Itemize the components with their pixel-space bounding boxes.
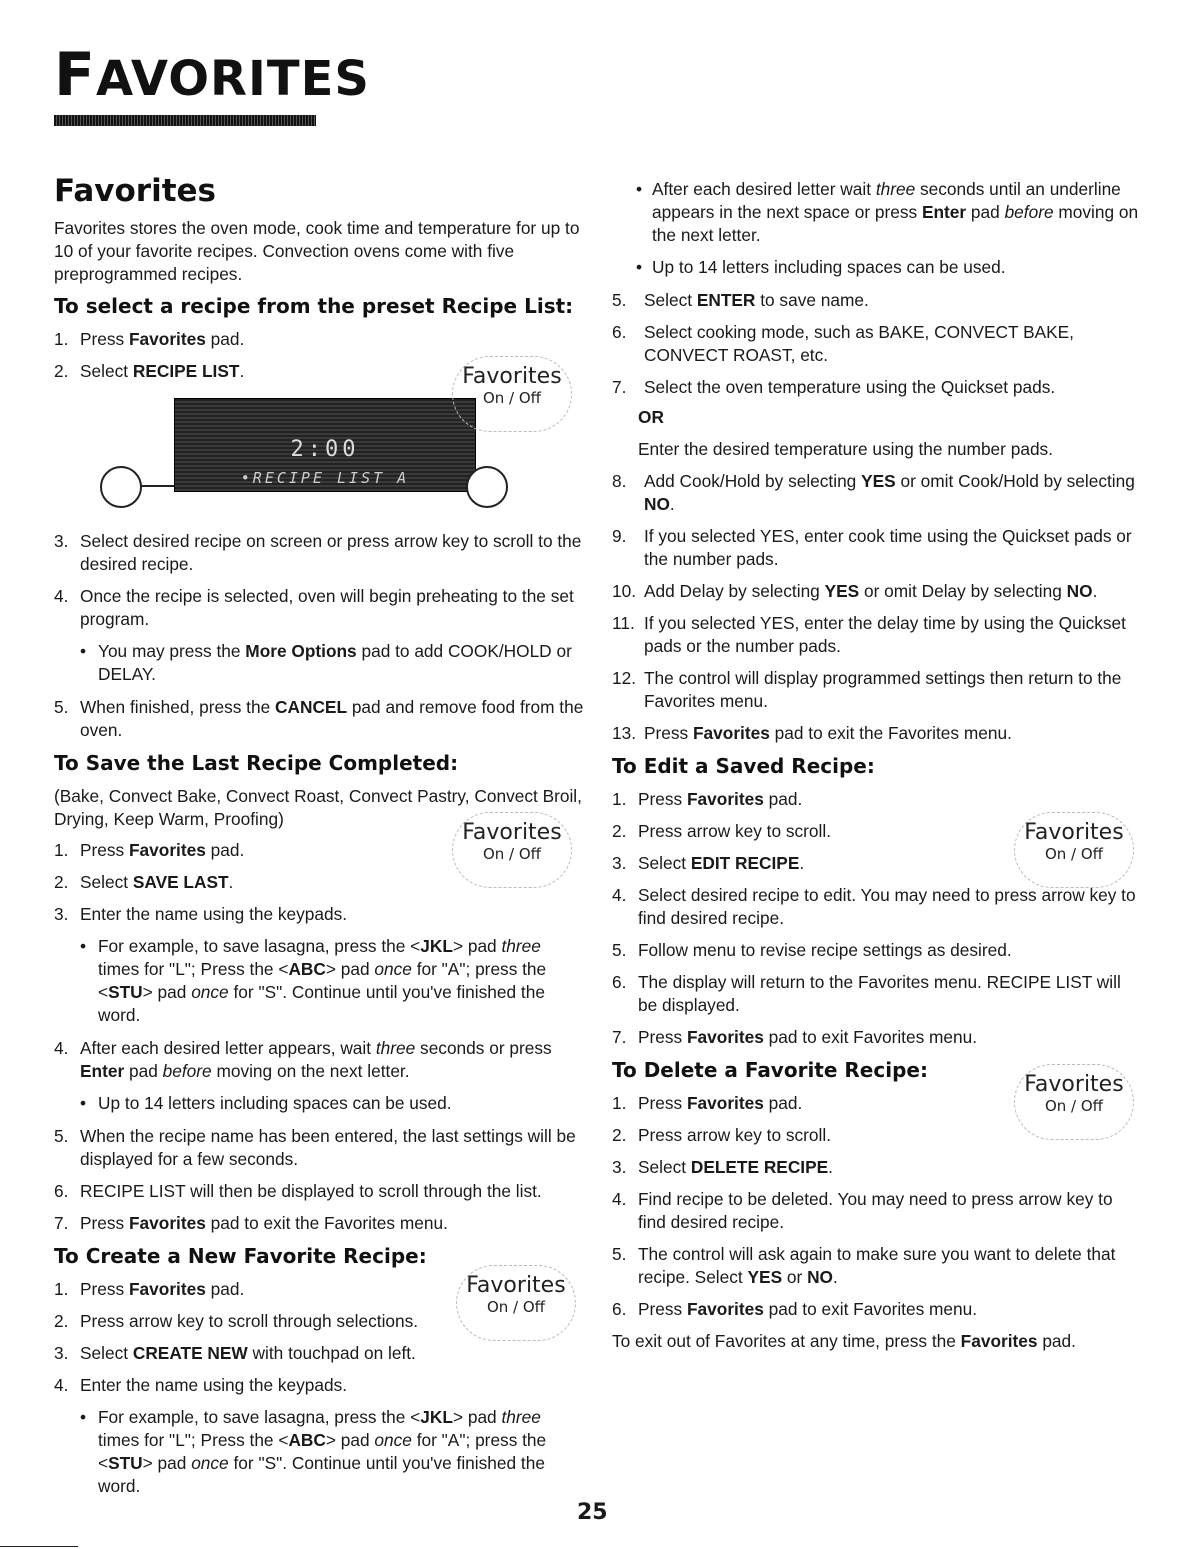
list-item: 3. Select desired recipe on screen or press arrow key to scroll to the desired recipe. <box>54 531 582 574</box>
create-steps-cont-2 <box>612 470 1142 745</box>
save-bullets <box>54 935 584 1027</box>
list-item: 4. Enter the name using the keypads. <box>54 1375 348 1395</box>
list-item: 4. After each desired letter appears, wait three seconds or press Enter pad before moving on the next letter. <box>54 1038 552 1081</box>
list-item: 10. Add Delay by selecting YES or omit Delay by selecting NO. <box>612 581 1098 601</box>
list-item: 2. Press arrow key to scroll. <box>612 821 832 841</box>
select-steps-end <box>54 696 584 742</box>
bullet-item: • For example, to save lasagna, press the <JKL> pad three times for "L"; Press the <ABC> pad once for "A"; press the <STU> pad once for "S". Continue until you've finished the word. <box>54 935 584 1027</box>
select-steps-cont <box>54 530 584 631</box>
edit-recipe-heading: To Edit a Saved Recipe: <box>612 754 875 778</box>
list-item: 2. Select SAVE LAST. <box>54 872 234 892</box>
select-bullets <box>54 640 584 686</box>
select-recipe-heading: To select a recipe from the preset Recipe List: <box>54 294 574 318</box>
page-number: 25 <box>577 1500 608 1525</box>
list-item: 13. Press Favorites pad to exit the Favorites menu. <box>612 723 1012 743</box>
list-item: 4. Once the recipe is selected, oven will begin preheating to the set program. <box>54 586 574 629</box>
list-item: 1. Press Favorites pad. <box>612 789 803 809</box>
list-item: 5. Follow menu to revise recipe settings as desired. <box>612 940 1012 960</box>
intro-paragraph: Favorites stores the oven mode, cook time and temperature for up to 10 of your favorite recipes. Convection ovens come with five preprogrammed recipes. <box>54 218 580 284</box>
list-item: 5. The control will ask again to make sure you want to delete that recipe. Select YES or NO. <box>612 1244 1116 1287</box>
favorites-pad-icon: Favorites On / Off <box>452 356 572 432</box>
or-text: Enter the desired temperature using the number pads. <box>638 439 1053 459</box>
list-item: 1. Press Favorites pad. <box>54 1279 245 1299</box>
list-item: 1. Press Favorites pad. <box>54 840 245 860</box>
create-bullets <box>54 1406 584 1498</box>
closing-note: To exit out of Favorites at any time, press the Favorites pad. <box>612 1331 1076 1351</box>
list-item: 5. Select ENTER to save name. <box>612 290 869 310</box>
list-item: 12. The control will display programmed settings then return to the Favorites menu. <box>612 668 1122 711</box>
oven-display-illustration <box>54 396 524 511</box>
create-steps-cont <box>612 289 1142 399</box>
delete-steps <box>612 1092 1142 1321</box>
bullet-item: • Up to 14 letters including spaces can be used. <box>612 256 1142 279</box>
edit-steps <box>612 788 1142 1049</box>
list-item: 4. Find recipe to be deleted. You may need to press arrow key to find desired recipe. <box>612 1189 1113 1232</box>
save-last-heading: To Save the Last Recipe Completed: <box>54 751 459 775</box>
list-item: 2. Press arrow key to scroll. <box>612 1125 832 1145</box>
list-item: 7. Select the oven temperature using the Quickset pads. <box>612 377 1056 397</box>
display-text: •RECIPE LIST A <box>240 469 410 487</box>
right-touchpad-icon <box>466 466 508 508</box>
list-item: 3. Select EDIT RECIPE. <box>612 853 805 873</box>
list-item: 8. Add Cook/Hold by selecting YES or omit Cook/Hold by selecting NO. <box>612 471 1135 514</box>
list-item: 1. Press Favorites pad. <box>612 1093 803 1113</box>
footer-rule <box>0 1546 78 1547</box>
save-steps-3 <box>54 1125 584 1235</box>
right-column <box>612 178 1142 1353</box>
delete-recipe-heading: To Delete a Favorite Recipe: <box>612 1058 928 1082</box>
save-intro: (Bake, Convect Bake, Convect Roast, Convect Pastry, Convect Broil, Drying, Keep Warm, Proofing) <box>54 786 582 829</box>
list-item: 6. RECIPE LIST will then be displayed to scroll through the list. <box>54 1181 542 1201</box>
left-touchpad-icon <box>100 466 142 508</box>
save-bullets-2 <box>54 1092 584 1115</box>
list-item: 2. Select RECIPE LIST. <box>54 361 245 381</box>
save-steps-2 <box>54 1037 584 1083</box>
list-item: 4. Select desired recipe to edit. You may need to press arrow key to find desired recipe. <box>612 885 1136 928</box>
display-time: 2:00 <box>290 437 360 462</box>
list-item: 11. If you selected YES, enter the delay time by using the Quickset pads or the number pads. <box>612 613 1126 656</box>
create-new-heading: To Create a New Favorite Recipe: <box>54 1244 427 1268</box>
list-item: 5. When the recipe name has been entered, the last settings will be displayed for a few seconds. <box>54 1126 576 1169</box>
favorites-pad-icon: Favorites On / Off <box>1014 1064 1134 1140</box>
list-item: 9. If you selected YES, enter cook time using the Quickset pads or the number pads. <box>612 526 1132 569</box>
list-item: 6. Press Favorites pad to exit Favorites menu. <box>612 1299 978 1319</box>
list-item: 2. Press arrow key to scroll through selections. <box>54 1311 419 1331</box>
list-item: 7. Press Favorites pad to exit the Favorites menu. <box>54 1213 448 1233</box>
list-item: 7. Press Favorites pad to exit Favorites menu. <box>612 1027 978 1047</box>
favorites-pad-icon: Favorites On / Off <box>452 812 572 888</box>
create-bullets-cont <box>612 178 1142 279</box>
list-item: 1. Press Favorites pad. <box>54 329 245 349</box>
bullet-item: • You may press the More Options pad to add COOK/HOLD or DELAY. <box>54 640 584 686</box>
bullet-item: • For example, to save lasagna, press the <JKL> pad three times for "L"; Press the <ABC> pad once for "A"; press the <STU> pad once for "S". Continue until you've finished the word. <box>54 1406 584 1498</box>
list-item: 3. Enter the name using the keypads. <box>54 904 348 924</box>
list-item: 3. Select CREATE NEW with touchpad on left. <box>54 1343 416 1363</box>
list-item: 6. The display will return to the Favorites menu. RECIPE LIST will be displayed. <box>612 972 1121 1015</box>
favorites-pad-icon: Favorites On / Off <box>1014 812 1134 888</box>
header-rule <box>54 115 316 126</box>
bullet-item: • After each desired letter wait three seconds until an underline appears in the next space or press Enter pad before moving on the next letter. <box>612 178 1142 247</box>
list-item: 6. Select cooking mode, such as BAKE, CONVECT BAKE, CONVECT ROAST, etc. <box>612 322 1074 365</box>
page-header-title: FAVORITES <box>54 40 370 110</box>
favorites-pad-icon: Favorites On / Off <box>456 1265 576 1341</box>
section-heading: Favorites <box>54 173 216 209</box>
or-label: OR <box>638 407 664 427</box>
bullet-item: • Up to 14 letters including spaces can be used. <box>54 1092 584 1115</box>
list-item: 5. When finished, press the CANCEL pad and remove food from the oven. <box>54 697 584 740</box>
connector-line <box>140 485 176 487</box>
list-item: 3. Select DELETE RECIPE. <box>612 1157 833 1177</box>
display-screen <box>174 398 476 492</box>
